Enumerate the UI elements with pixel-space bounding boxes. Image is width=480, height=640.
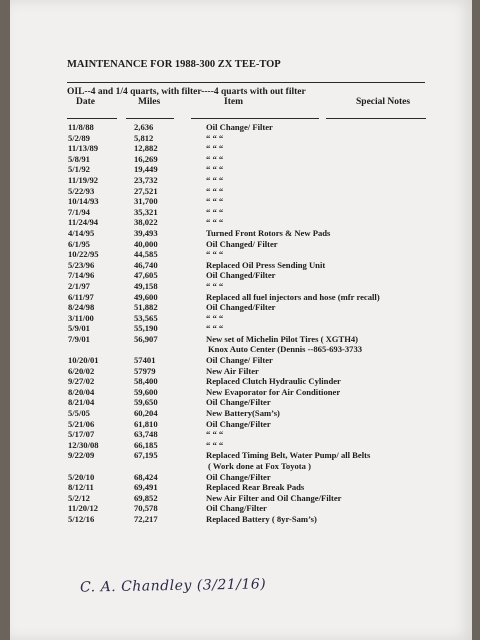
table-row bbox=[10, 292, 472, 303]
table-row bbox=[10, 313, 472, 324]
row-item: “ “ “ bbox=[206, 153, 224, 164]
miles-column-underline bbox=[126, 118, 174, 119]
row-item: “ “ “ bbox=[206, 174, 224, 185]
row-date: 8/21/04 bbox=[68, 397, 95, 408]
table-row bbox=[10, 164, 472, 175]
row-miles: 49,158 bbox=[134, 280, 158, 291]
row-item: “ “ “ bbox=[206, 132, 224, 143]
row-date: 5/9/01 bbox=[68, 323, 90, 334]
row-miles: 51,882 bbox=[134, 302, 158, 313]
row-date: 12/30/08 bbox=[68, 439, 99, 450]
row-miles: 70,578 bbox=[134, 503, 158, 514]
table-row bbox=[10, 249, 472, 260]
table-row bbox=[10, 493, 472, 504]
row-date: 11/24/94 bbox=[68, 217, 99, 228]
row-miles: 57979 bbox=[134, 365, 156, 376]
row-miles: 16,269 bbox=[134, 153, 158, 164]
row-miles: 67,195 bbox=[134, 450, 158, 461]
row-item: Replaced Rear Break Pads bbox=[206, 482, 305, 493]
table-row bbox=[10, 514, 472, 525]
row-miles: 63,748 bbox=[134, 429, 158, 440]
table-row bbox=[10, 366, 472, 377]
row-date: 11/20/12 bbox=[68, 503, 99, 514]
column-header-special-notes: Special Notes bbox=[356, 97, 411, 107]
row-item: Oil Changed/ Filter bbox=[206, 238, 278, 249]
row-miles: 61,810 bbox=[134, 418, 158, 429]
row-item: “ “ “ bbox=[206, 217, 224, 228]
table-row bbox=[10, 344, 472, 355]
row-item: “ “ “ bbox=[206, 196, 224, 207]
row-miles: 27,521 bbox=[134, 185, 158, 196]
maintenance-log-rows bbox=[10, 122, 472, 525]
row-date: 8/24/98 bbox=[68, 302, 95, 313]
row-item: “ “ “ bbox=[206, 206, 224, 217]
row-item: Knox Auto Center (Dennis --865-693-3733 bbox=[208, 344, 363, 355]
row-miles: 40,000 bbox=[134, 238, 158, 249]
row-date: 3/11/00 bbox=[68, 312, 94, 323]
table-row bbox=[10, 196, 472, 207]
row-miles: 49,600 bbox=[134, 291, 158, 302]
table-row bbox=[10, 228, 472, 239]
row-date: 5/23/96 bbox=[68, 259, 95, 270]
row-item: “ “ “ bbox=[206, 280, 224, 291]
table-row bbox=[10, 260, 472, 271]
row-miles: 46,740 bbox=[134, 259, 158, 270]
row-date: 4/14/95 bbox=[68, 227, 95, 238]
table-row bbox=[10, 175, 472, 186]
table-row bbox=[10, 154, 472, 165]
row-item: New Evaporator for Air Conditioner bbox=[206, 386, 341, 397]
row-date: 6/20/02 bbox=[68, 365, 95, 376]
row-date: 11/19/92 bbox=[68, 174, 99, 185]
row-date: 5/17/07 bbox=[68, 429, 95, 440]
row-miles: 35,321 bbox=[134, 206, 158, 217]
row-date: 2/1/97 bbox=[68, 280, 90, 291]
row-date: 6/11/97 bbox=[68, 291, 94, 302]
table-row bbox=[10, 355, 472, 366]
row-item: “ “ “ bbox=[206, 164, 224, 175]
row-miles: 58,400 bbox=[134, 376, 158, 387]
table-row bbox=[10, 281, 472, 292]
table-row bbox=[10, 397, 472, 408]
table-row bbox=[10, 186, 472, 197]
handwritten-signature: C. A. Chandley (3/21/16) bbox=[79, 576, 267, 596]
table-row bbox=[10, 323, 472, 334]
oil-capacity-note: OIL--4 and 1/4 quarts, with filter----4 quarts with out filter bbox=[67, 87, 306, 97]
table-row bbox=[10, 419, 472, 430]
table-row bbox=[10, 461, 472, 472]
row-item: New Air Filter and Oil Change/Filter bbox=[206, 492, 342, 503]
row-item: “ “ “ bbox=[206, 439, 224, 450]
row-date: 7/9/01 bbox=[68, 333, 90, 344]
row-item: Oil Change/ Filter bbox=[206, 355, 273, 366]
table-row bbox=[10, 503, 472, 514]
date-column-underline bbox=[67, 118, 117, 119]
row-miles: 47,605 bbox=[134, 270, 158, 281]
row-item: Oil Changed/Filter bbox=[206, 302, 276, 313]
row-date: 10/22/95 bbox=[68, 249, 99, 260]
row-item: Oil Change/Filter bbox=[206, 471, 271, 482]
column-header-miles: Miles bbox=[138, 97, 161, 107]
table-row bbox=[10, 207, 472, 218]
row-miles: 69,491 bbox=[134, 482, 158, 493]
row-date: 5/1/92 bbox=[68, 164, 90, 175]
table-row bbox=[10, 440, 472, 451]
row-miles: 72,217 bbox=[134, 513, 158, 524]
table-row bbox=[10, 133, 472, 144]
table-row bbox=[10, 472, 472, 483]
table-row bbox=[10, 239, 472, 250]
row-date: 7/1/94 bbox=[68, 206, 90, 217]
table-row bbox=[10, 376, 472, 387]
row-miles: 59,600 bbox=[134, 386, 158, 397]
row-item: “ “ “ bbox=[206, 249, 224, 260]
row-miles: 2,636 bbox=[134, 122, 154, 132]
table-row bbox=[10, 217, 472, 228]
column-header-date: Date bbox=[76, 97, 95, 107]
row-item: New Battery(Sam’s) bbox=[206, 408, 280, 419]
notes-column-underline bbox=[326, 118, 426, 119]
row-miles: 60,204 bbox=[134, 408, 158, 419]
row-item: Turned Front Rotors & New Pads bbox=[206, 227, 331, 238]
row-item: Replaced all fuel injectors and hose (mfr recall) bbox=[206, 291, 380, 302]
table-row bbox=[10, 482, 472, 493]
row-miles: 31,700 bbox=[134, 196, 158, 207]
row-date: 10/14/93 bbox=[68, 196, 99, 207]
row-date: 11/13/89 bbox=[68, 143, 99, 154]
row-date: 5/8/91 bbox=[68, 153, 90, 164]
row-miles: 23,732 bbox=[134, 174, 158, 185]
row-item: Replaced Oil Press Sending Unit bbox=[206, 259, 326, 270]
row-item: Replaced Timing Belt, Water Pump/ all Belts bbox=[206, 450, 371, 461]
table-row bbox=[10, 408, 472, 419]
row-miles: 68,424 bbox=[134, 471, 158, 482]
row-miles: 38,022 bbox=[134, 217, 158, 228]
row-item: New Air Filter bbox=[206, 365, 259, 376]
table-row bbox=[10, 429, 472, 440]
row-date: 6/1/95 bbox=[68, 238, 90, 249]
row-miles: 53,565 bbox=[134, 312, 158, 323]
row-miles: 57401 bbox=[134, 355, 156, 366]
table-row bbox=[10, 270, 472, 281]
table-row bbox=[10, 450, 472, 461]
row-date: 8/12/11 bbox=[68, 482, 94, 493]
row-miles: 56,907 bbox=[134, 333, 158, 344]
row-date: 10/20/01 bbox=[68, 355, 99, 366]
table-row bbox=[10, 302, 472, 313]
row-date: 9/27/02 bbox=[68, 376, 95, 387]
row-item: “ “ “ bbox=[206, 143, 224, 154]
row-date: 7/14/96 bbox=[68, 270, 95, 281]
row-miles: 55,190 bbox=[134, 323, 158, 334]
title-underline bbox=[67, 82, 425, 83]
row-item: ( Work done at Fox Toyota ) bbox=[208, 461, 311, 471]
row-item: Oil Change/Filter bbox=[206, 397, 271, 408]
row-item: “ “ “ bbox=[206, 429, 224, 440]
row-date: 5/20/10 bbox=[68, 471, 95, 482]
paper-sheet bbox=[10, 0, 472, 640]
row-date: 8/20/04 bbox=[68, 386, 95, 397]
row-item: Oil Change/ Filter bbox=[206, 122, 273, 132]
item-column-underline bbox=[191, 118, 319, 119]
row-miles: 19,449 bbox=[134, 164, 158, 175]
row-item: “ “ “ bbox=[206, 312, 224, 323]
row-item: Replaced Battery ( 8yr-Sam’s) bbox=[206, 513, 317, 524]
row-item: “ “ “ bbox=[206, 185, 224, 196]
row-item: New set of Michelin Pilot Tires ( XGTH4) bbox=[206, 333, 359, 344]
column-header-item: Item bbox=[224, 97, 243, 107]
row-miles: 39,493 bbox=[134, 227, 158, 238]
row-item: Oil Change/Filter bbox=[206, 418, 271, 429]
row-miles: 5,812 bbox=[134, 132, 154, 143]
row-date: 5/5/05 bbox=[68, 408, 90, 419]
row-miles: 12,882 bbox=[134, 143, 158, 154]
row-item: “ “ “ bbox=[206, 323, 224, 334]
row-miles: 69,852 bbox=[134, 492, 158, 503]
row-item: Replaced Clutch Hydraulic Cylinder bbox=[206, 376, 341, 387]
table-row bbox=[10, 387, 472, 398]
row-date: 5/12/16 bbox=[68, 513, 95, 524]
row-miles: 66,185 bbox=[134, 439, 158, 450]
row-date: 5/2/12 bbox=[68, 492, 90, 503]
row-date: 5/2/89 bbox=[68, 132, 90, 143]
table-row bbox=[10, 143, 472, 154]
row-date: 9/22/09 bbox=[68, 450, 95, 461]
table-row bbox=[10, 122, 472, 133]
table-row bbox=[10, 334, 472, 345]
row-date: 5/21/06 bbox=[68, 418, 95, 429]
row-date: 5/22/93 bbox=[68, 185, 95, 196]
row-miles: 59,650 bbox=[134, 397, 158, 408]
row-item: Oil Chang/Filter bbox=[206, 503, 267, 514]
maintenance-document bbox=[10, 0, 472, 640]
row-item: Oil Changed/Filter bbox=[206, 270, 276, 281]
document-title: MAINTENANCE FOR 1988-300 ZX TEE-TOP bbox=[67, 59, 281, 70]
row-miles: 44,585 bbox=[134, 249, 158, 260]
row-date: 11/8/88 bbox=[68, 122, 94, 132]
